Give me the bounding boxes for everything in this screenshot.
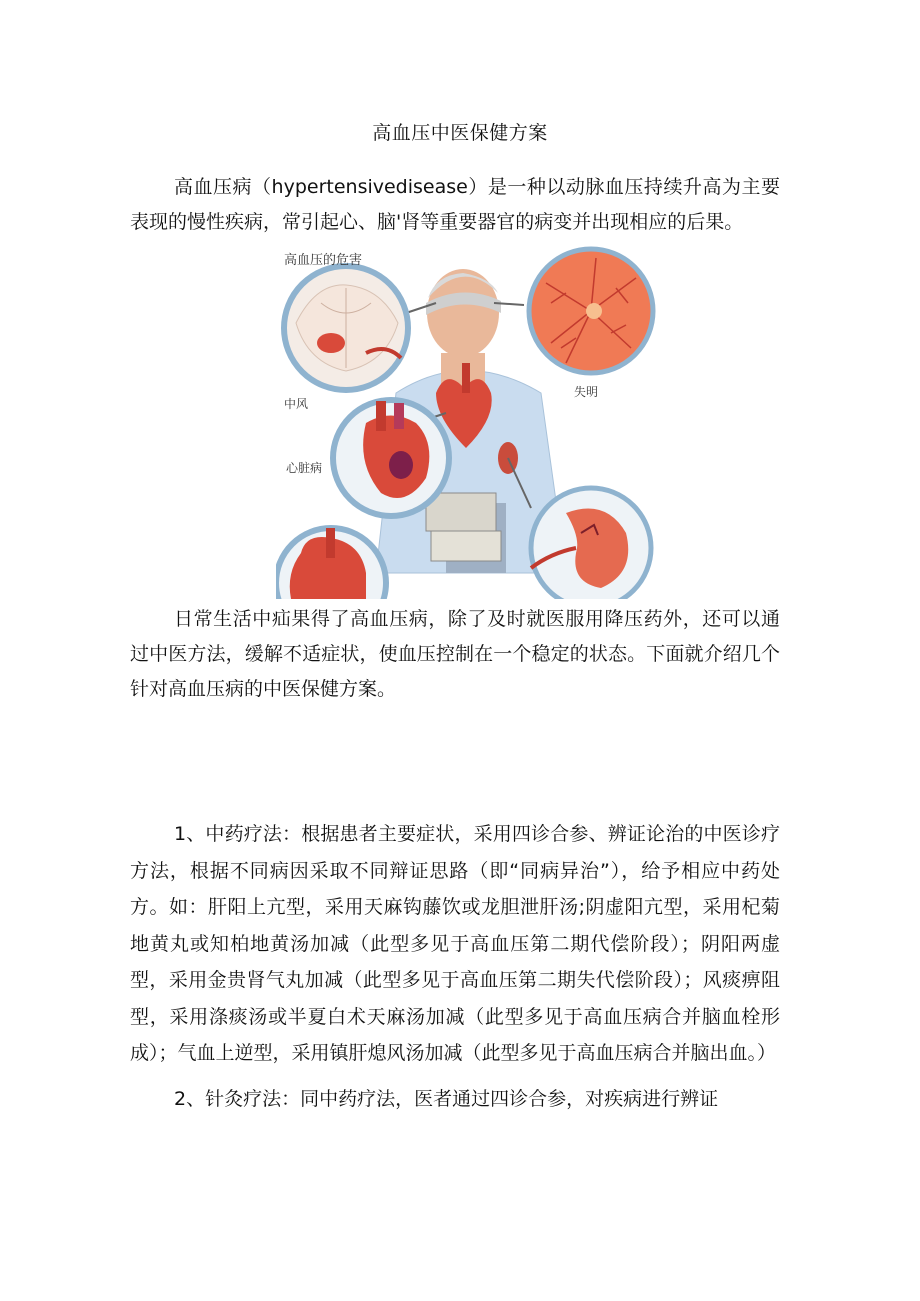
herbal-therapy-paragraph: 1、中药疗法：根据患者主要症状，采用四诊合参、辨证论治的中医诊疗方法，根据不同病因采取不同辩证思路（即“同病异治”），给予相应中药处方。如：肝阳上亢型，采用天麻钩藤饮或龙胆泄肝汤;阴虚阳亢型，采用杞菊地黄丸或知柏地黄汤加减（此型多见于高血压第二期代偿阶段）；阴阳两虚型，采用金贵肾气丸加减（此型多见于高血压第二期失代偿阶段）；风痰痹阻型，采用涤痰汤或半夏白术天麻汤加减（此型多见于高血压病合并脑血栓形成）；气血上逆型，采用镇肝熄风汤加减（此型多见于高血压病合并脑出血。） [130,823,780,1064]
heart-circle [333,400,449,516]
heart-disease-label: 心脏病 [286,461,323,475]
blindness-label: 失明 [574,385,599,399]
brain-circle [284,266,408,390]
lower-heart-circle [276,528,386,599]
acupuncture-paragraph: 2、针灸疗法：同中药疗法，医者通过四诊合参，对疾病进行辨证 [174,1088,719,1110]
stroke-label: 中风 [284,397,309,411]
intro-paragraph: 高血压病（hypertensivedisease）是一种以动脉血压持续升高为主要表现的慢性疾病，常引起心、脑'肾等重要器官的病变并出现相应的后果。 [130,176,780,233]
retina-circle [529,249,653,373]
kidney-circle [531,488,651,599]
hypertension-figure-graphic [276,243,658,599]
daily-care-paragraph: 日常生活中疝果得了高血压病，除了及时就医服用降压药外，还可以通过中医方法，缓解不适症状，使血压控制在一个稳定的状态。下面就介绍几个针对高血压病的中医保健方案。 [130,608,780,700]
hypertension-illustration [276,243,658,599]
document-title: 高血压中医保健方案 [372,122,548,144]
illustration-title-label: 高血压的危害 [284,253,363,268]
